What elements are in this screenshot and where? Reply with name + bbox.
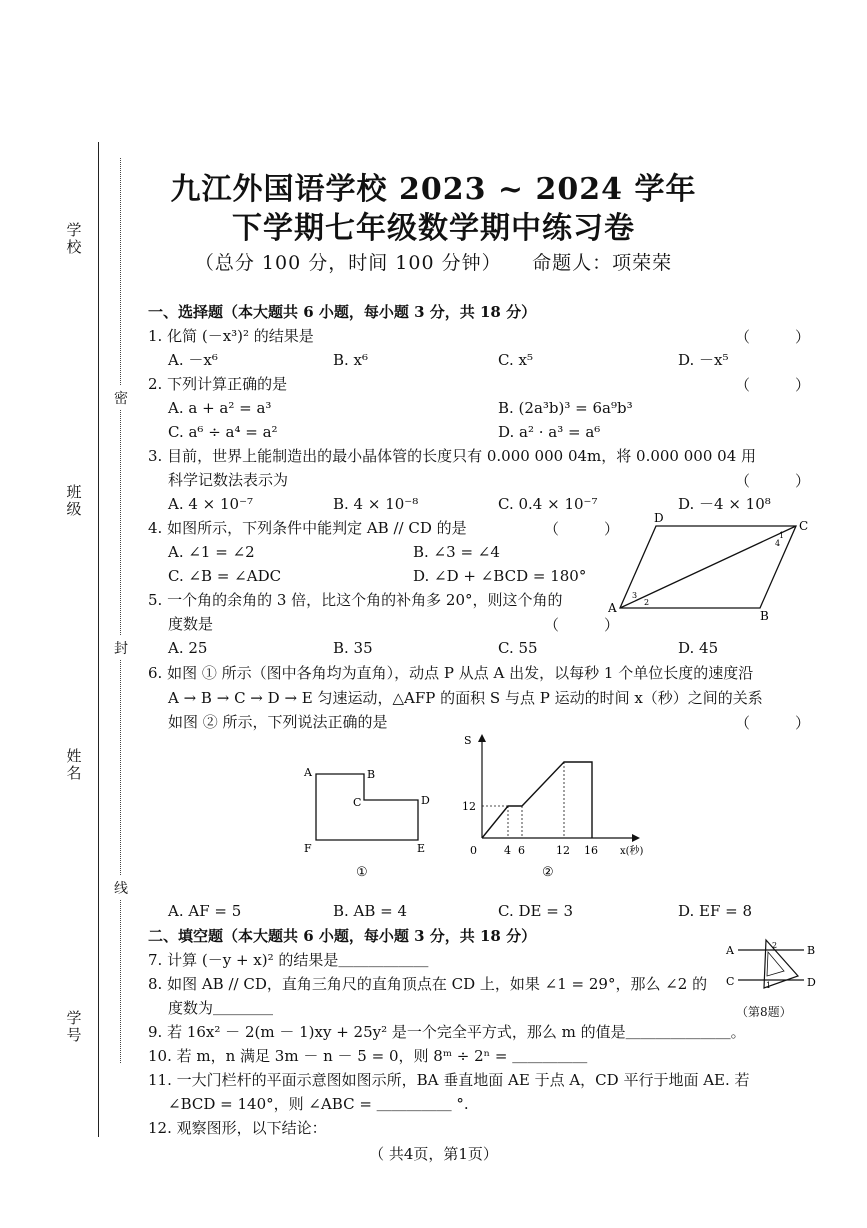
q1-stem: 1. 化简 (－x³)² 的结果是: [148, 327, 314, 345]
q3-option-d: D. －4 × 10⁸: [678, 495, 771, 513]
q2-answer-paren: （ ）: [735, 376, 811, 394]
q6-fig1-label-e: E: [417, 842, 426, 855]
q4-parallelogram-figure: [608, 512, 814, 624]
q5-stem-line2: 度数是: [168, 615, 214, 633]
q2-option-b: B. (2a³b)³ = 6a⁹b³: [498, 399, 633, 417]
q5-option-d: D. 45: [678, 639, 719, 657]
q3-answer-paren: （ ）: [735, 472, 811, 490]
q6-fig1-label-c: C: [353, 796, 362, 809]
q3-option-b: B. 4 × 10⁻⁸: [333, 495, 419, 513]
q2-option-a: A. a + a² = a³: [168, 399, 272, 417]
exam-subtitle: （总分 100 分，时间 100 分钟） 命题人：项荣荣: [194, 252, 673, 274]
q2-option-c: C. a⁶ ÷ a⁴ = a²: [168, 423, 278, 441]
q6-option-b: B. AB = 4: [333, 902, 408, 920]
q4-fig-label-c: C: [799, 519, 809, 533]
q6-option-d: D. EF = 8: [678, 902, 753, 920]
q4-answer-paren: （ ）: [544, 520, 620, 538]
school-label: 学校: [66, 221, 82, 256]
q4-option-a: A. ∠1 = ∠2: [168, 543, 255, 561]
q8-triangle-figure: [722, 936, 822, 996]
q3-stem-line2: 科学记数法表示为: [168, 471, 289, 489]
section1-heading: 一、选择题（本大题共 6 小题，每小题 3 分，共 18 分）: [148, 303, 537, 321]
q6-fig2-tick-6: 6: [518, 844, 525, 857]
binding-line: [98, 142, 99, 1137]
q6-fig2-y-12: 12: [462, 800, 476, 813]
q8-fig-label-a: A: [726, 944, 734, 957]
q6-fig1-label-b: B: [367, 768, 376, 781]
q4-option-b: B. ∠3 = ∠4: [413, 543, 500, 561]
seal-char-mi: 密: [114, 386, 128, 410]
q5-answer-paren: （ ）: [544, 616, 620, 634]
name-label: 姓名: [66, 747, 82, 782]
q2-stem: 2. 下列计算正确的是: [148, 375, 288, 393]
q5-option-b: B. 35: [333, 639, 373, 657]
q4-fig-angle-4: 4: [775, 539, 781, 548]
q12-text: 12. 观察图形，以下结论：: [148, 1119, 327, 1137]
number-label: 学号: [66, 1009, 82, 1044]
q10-text: 10. 若 m，n 满足 3m － n － 5 = 0，则 8ᵐ ÷ 2ⁿ = ＿＿＿＿＿: [148, 1047, 588, 1065]
class-label: 班级: [66, 483, 82, 518]
q8-fig-label-b: B: [807, 944, 816, 957]
q4-fig-angle-1: 1: [779, 531, 785, 540]
q4-fig-angle-2: 2: [644, 598, 650, 607]
q8-fig-angle-1: 1: [766, 981, 772, 990]
q6-stem-line3: 如图 ② 所示，下列说法正确的是: [168, 713, 388, 731]
q6-fig2-tick-12: 12: [556, 844, 570, 857]
q1-option-c: C. x⁵: [498, 351, 533, 369]
q4-fig-label-b: B: [760, 609, 769, 623]
q6-fig2-tick-4: 4: [504, 844, 511, 857]
q6-fig2-axis-x: x(秒): [620, 846, 644, 857]
q4-fig-angle-3: 3: [632, 591, 638, 600]
q9-text: 9. 若 16x² － 2(m － 1)xy + 25y² 是一个完全平方式，那么 m 的值是＿＿＿＿＿＿＿。: [148, 1023, 746, 1041]
seal-char-feng: 封: [114, 636, 128, 660]
q6-fig2-origin: 0: [470, 844, 477, 857]
q4-fig-label-d: D: [654, 512, 664, 525]
q4-option-d: D. ∠D + ∠BCD = 180°: [413, 567, 587, 585]
q5-stem-line1: 5. 一个角的余角的 3 倍，比这个角的补角多 20°，则这个角的: [148, 591, 563, 609]
q3-option-a: A. 4 × 10⁻⁷: [168, 495, 254, 513]
page-footer: （ 共4页，第1页）: [369, 1145, 498, 1163]
q6-fig1-caption: ①: [356, 865, 368, 880]
q6-option-a: A. AF = 5: [168, 902, 242, 920]
q6-fig1-label-d: D: [421, 794, 430, 807]
section2-heading: 二、填空题（本大题共 6 小题，每小题 3 分，共 18 分）: [148, 927, 537, 945]
seal-char-xian: 线: [114, 876, 128, 900]
q11-stem-line1: 11. 一大门栏杆的平面示意图如图示所，BA 垂直地面 AE 于点 A，CD 平行于地面 AE. 若: [148, 1071, 750, 1089]
q8-fig-angle-2: 2: [772, 941, 778, 950]
q1-option-a: A. －x⁶: [168, 351, 218, 369]
q3-stem-line1: 3. 目前，世界上能制造出的最小晶体管的长度只有 0.000 000 04m，将 0.000 000 04 用: [148, 447, 757, 465]
q6-fig2-tick-16: 16: [584, 844, 598, 857]
exam-title-line2: 下学期七年级数学期中练习卷: [232, 211, 635, 246]
q2-option-d: D. a² · a³ = a⁶: [498, 423, 601, 441]
q6-figure-2-graph: [456, 730, 686, 882]
q6-fig2-axis-s: S: [464, 734, 472, 747]
q11-stem-line2: ∠BCD = 140°，则 ∠ABC = ＿＿＿＿＿ °.: [168, 1095, 469, 1113]
q6-fig2-caption: ②: [542, 865, 554, 880]
q1-option-d: D. －x⁵: [678, 351, 729, 369]
q1-answer-paren: （ ）: [735, 328, 811, 346]
q5-option-a: A. 25: [168, 639, 208, 657]
q6-option-c: C. DE = 3: [498, 902, 574, 920]
q6-answer-paren: （ ）: [735, 714, 811, 732]
q6-figure-1-polygon: [296, 762, 446, 882]
q8-fig-label-c: C: [726, 975, 735, 988]
q7-text: 7. 计算 (－y + x)² 的结果是＿＿＿＿＿＿: [148, 951, 429, 969]
q6-fig1-label-a: A: [304, 766, 312, 779]
q8-figure-caption: （第8题）: [736, 1005, 792, 1019]
q5-option-c: C. 55: [498, 639, 538, 657]
q4-fig-label-a: A: [608, 601, 617, 615]
q1-option-b: B. x⁶: [333, 351, 369, 369]
q8-stem-line1: 8. 如图 AB // CD，直角三角尺的直角顶点在 CD 上，如果 ∠1 = 29°，那么 ∠2 的: [148, 975, 708, 993]
q4-option-c: C. ∠B = ∠ADC: [168, 567, 282, 585]
q8-stem-line2: 度数为＿＿＿＿: [168, 999, 274, 1017]
q6-fig1-label-f: F: [304, 842, 312, 855]
exam-title-line1: 九江外国语学校 2023 ~ 2024 学年: [170, 172, 697, 207]
q8-fig-label-d: D: [807, 976, 816, 989]
q6-stem-line1: 6. 如图 ① 所示（图中各角均为直角），动点 P 从点 A 出发，以每秒 1 个单位长度的速度沿: [148, 664, 754, 682]
q3-option-c: C. 0.4 × 10⁻⁷: [498, 495, 598, 513]
q6-stem-line2: A → B → C → D → E 匀速运动，△AFP 的面积 S 与点 P 运动的时间 x（秒）之间的关系: [168, 689, 763, 707]
q4-stem: 4. 如图所示，下列条件中能判定 AB // CD 的是: [148, 519, 467, 537]
seal-dotted-line: [120, 158, 121, 1063]
